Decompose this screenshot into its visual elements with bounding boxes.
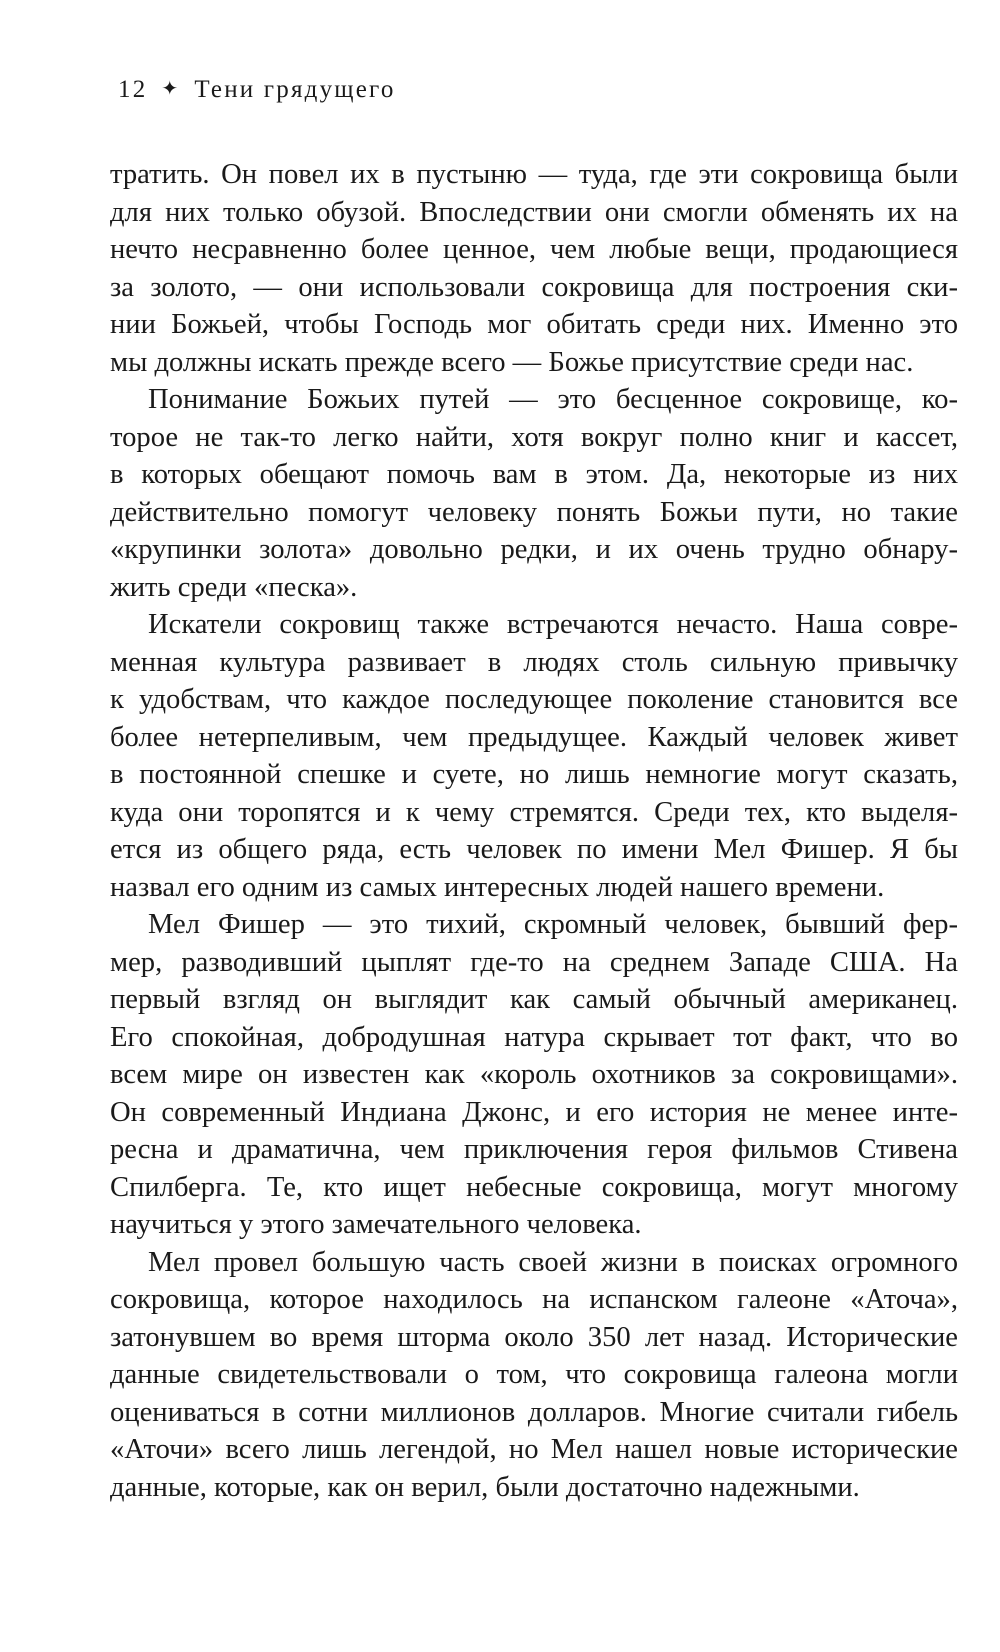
page-number: 12 xyxy=(118,76,148,103)
text-line: данные, которые, как он верил, были достаточно надежными. xyxy=(110,1471,860,1503)
text-line: ресна и драматична, чем приключения героя фильмов Стивена xyxy=(110,1134,958,1165)
text-line: для них только обузой. Впоследствии они смогли обменять их на xyxy=(110,196,958,228)
text-line: действительно помогут человеку понять Божьи пути, но такие xyxy=(110,496,958,528)
text-line: за золото, — они использовали сокровища для построения ски- xyxy=(110,271,958,303)
body-text xyxy=(110,156,958,1506)
text-line: Он современный Индиана Джонс, и его история не менее инте- xyxy=(110,1096,958,1128)
text-line: Спилберга. Те, кто ищет небесные сокровища, могут многому xyxy=(110,1171,958,1203)
text-line: оцениваться в сотни миллионов долларов. Многие считали гибель xyxy=(110,1396,958,1428)
text-line: сокровища, которое находилось на испанском галеоне «Аточа», xyxy=(110,1284,958,1315)
text-line: Искатели сокровищ также встречаются нечасто. Наша совре- xyxy=(148,609,958,640)
text-line: Его спокойная, добродушная натура скрывает тот факт, что во xyxy=(110,1021,958,1053)
text-line: более нетерпеливым, чем предыдущее. Каждый человек живет xyxy=(110,721,958,753)
text-line: куда они торопятся и к чему стремятся. Среди тех, кто выделя- xyxy=(110,796,958,828)
text-line: затонувшем во время шторма около 350 лет назад. Исторические xyxy=(110,1321,958,1353)
text-line: мы должны искать прежде всего — Божье присутствие среди нас. xyxy=(110,346,914,378)
text-line: назвал его одним из самых интересных людей нашего времени. xyxy=(110,871,885,903)
text-line: менная культура развивает в людях столь сильную привычку xyxy=(110,646,958,678)
text-line: тратить. Он повел их в пустыню — туда, где эти сокровища были xyxy=(110,159,958,190)
text-line: к удобствам, что каждое последующее поколение становится все xyxy=(110,684,958,715)
text-line: научиться у этого замечательного человека. xyxy=(110,1209,642,1240)
text-line: «крупинки золота» довольно редки, и их очень трудно обнару- xyxy=(110,534,958,565)
text-line: Понимание Божьих путей — это бесценное сокровище, ко- xyxy=(148,384,958,415)
text-line: первый взгляд он выглядит как самый обычный американец. xyxy=(110,984,958,1015)
ornament-icon: ✦ xyxy=(161,78,181,100)
text-line: в которых обещают помочь вам в этом. Да, некоторые из них xyxy=(110,459,958,490)
text-line: Мел провел большую часть своей жизни в поисках огромного xyxy=(148,1246,958,1278)
running-head xyxy=(118,70,958,110)
text-line: данные свидетельствовали о том, что сокровища галеона могли xyxy=(110,1359,958,1390)
text-line: нии Божьей, чтобы Господь мог обитать среди них. Именно это xyxy=(110,309,958,340)
text-line: всем мире он известен как «король охотников за сокровищами». xyxy=(110,1059,958,1090)
text-line: нечто несравненно более ценное, чем любые вещи, продающиеся xyxy=(110,234,958,265)
text-line: жить среди «песка». xyxy=(110,571,358,603)
book-page xyxy=(110,70,958,1506)
text-line: в постоянной спешке и суете, но лишь немногие могут сказать, xyxy=(110,759,958,790)
text-line: Мел Фишер — это тихий, скромный человек, бывший фер- xyxy=(148,909,958,940)
text-line: торое не так-то легко найти, хотя вокруг полно книг и кассет, xyxy=(110,421,958,453)
text-line: мер, разводивший цыплят где-то на среднем Западе США. На xyxy=(110,946,958,978)
text-line: «Аточи» всего лишь легендой, но Мел нашел новые исторические xyxy=(110,1434,958,1465)
book-title: Тени грядущего xyxy=(194,76,396,103)
text-line: ется из общего ряда, есть человек по имени Мел Фишер. Я бы xyxy=(110,834,958,865)
